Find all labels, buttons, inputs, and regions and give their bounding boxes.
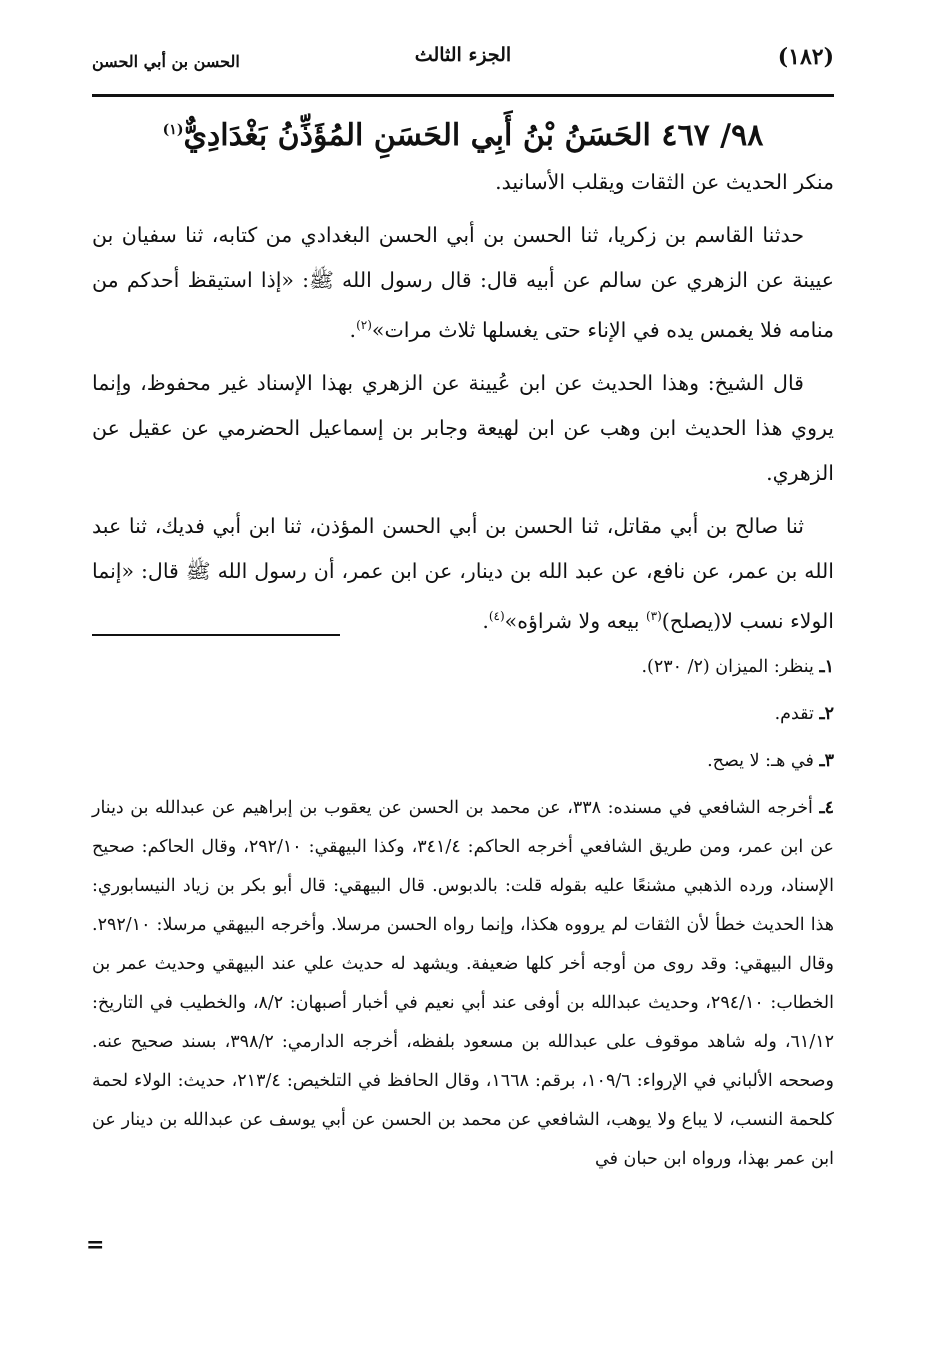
hadith-paragraph-2 <box>92 504 834 644</box>
page-number: (١٨٢) <box>777 44 834 70</box>
footnote-text: أخرجه الشافعي في مسنده: ٣٣٨، عن محمد بن الحسن عن يعقوب بن إبراهيم عن عبدالله بن دينار عن ابن عمر، ومن طريق الشافعي أخرجه الحاكم: ٣٤١/٤، وكذا البيهقي: ٢٩٢/١٠، وقال الحاكم: صحيح الإسناد، ورده الذهبي مشنعًا عليه بقوله قلت: بالدبوس. قال البيهقي: قال أبو بكر بن زياد النيسابوري: هذا الحديث خطأ لأن الثقات لم يرووه هكذا، وإنما رواه الحسن مرسلا. وأخرجه البيهقي مرسلا: ٢٩٢/١٠. وقال البيهقي: وقد روى من أوجه أخر كلها ضعيفة. ويشهد له حديث علي عند البيهقي وحديث عمر بن الخطاب: ٢٩٤/١٠، وحديث عبدالله بن أوفى عند أبي نعيم في أخبار أصبهان: ٨/٢، والخطيب في التاريخ: ٦١/١٢، وله شاهد موقوف على عبدالله بن مسعود بلفظه، أخرجه الدارمي: ٣٩٨/٢، بسند صحيح عنه. وصححه الألباني في الإرواء: ١٠٩/٦، برقم: ١٦٦٨، وقال الحافظ في التلخيص: ٢١٣/٤، حديث: الولاء لحمة كلحمة النسب، لا يباع ولا يوهب، الشافعي عن محمد بن الحسن عن أبي يوسف عن عبدالله بن دينار عن ابن عمر بهذا، ورواه ابن حبان في <box>92 798 835 1169</box>
footnote-label: ٤ـ <box>819 798 834 818</box>
footnote-rule <box>92 634 340 636</box>
paragraph-end: . <box>482 608 489 633</box>
page-header <box>92 40 834 86</box>
footnote-4 <box>92 789 834 1179</box>
footnote-1 <box>92 648 834 687</box>
footnote-label: ٣ـ <box>819 751 834 771</box>
footnote-text: في هـ: لا يصح. <box>707 751 820 771</box>
footnote-2 <box>92 695 834 734</box>
paragraph-text: بيعه ولا شراؤه» <box>504 608 646 633</box>
footnote-ref[interactable]: (٢) <box>356 318 372 332</box>
entry-title-text: ٩٨/ ٤٦٧ الحَسَنُ بْنُ أَبِي الحَسَنِ المُؤَذِّنُ بَغْدَادِيٌّ <box>183 118 764 153</box>
paragraph-end: . <box>349 317 357 342</box>
footnote-ref[interactable]: (٣) <box>645 608 662 623</box>
running-title: الحسن بن أبي الحسن <box>92 52 240 71</box>
footnote-text: تقدم. <box>774 704 820 724</box>
footnote-text: ينظر: الميزان (٢/ ٢٣٠). <box>641 657 820 677</box>
title-footnote-ref[interactable]: (١) <box>162 122 184 138</box>
entry-title <box>92 108 834 158</box>
continuation-mark: = <box>86 1232 105 1258</box>
footnote-label: ١ـ <box>819 657 834 677</box>
footnote-3 <box>92 742 834 781</box>
footnotes <box>92 648 834 1179</box>
intro-paragraph: منكر الحديث عن الثقات ويقلب الأسانيد. <box>495 170 834 194</box>
paragraph-text: حدثنا القاسم بن زكريا، ثنا الحسن بن أبي الحسن البغدادي من كتابه، ثنا سفيان بن عيينة عن الزهري عن سالم عن أبيه قال: قال رسول الله ﷺ: «إذا استيقظ أحدكم من منامه فلا يغمس يده في الإناء حتى يغسلها ثلاث مرات» <box>92 223 834 342</box>
header-rule <box>92 94 834 97</box>
hadith-paragraph-1 <box>92 213 834 353</box>
commentary-paragraph: قال الشيخ: وهذا الحديث عن ابن عُيينة عن الزهري بهذا الإسناد غير محفوظ، وإنما يروي هذا الحديث ابن وهب عن ابن لهيعة وجابر بن إسماعيل الحضرمي عن عقيل عن الزهري. <box>92 370 834 485</box>
footnote-label: ٢ـ <box>819 704 834 724</box>
body-text <box>92 160 834 652</box>
footnote-ref[interactable]: (٤) <box>488 608 505 623</box>
paragraph-text: ثنا صالح بن أبي مقاتل، ثنا الحسن بن أبي الحسن المؤذن، ثنا ابن أبي فديك، ثنا عبد الله بن عمر، عن نافع، عن عبد الله بن دينار، عن ابن عمر، أن رسول الله ﷺ قال: «إنما الولاء نسب لا(يصلح) <box>92 513 834 633</box>
part-label: الجزء الثالث <box>414 44 512 66</box>
